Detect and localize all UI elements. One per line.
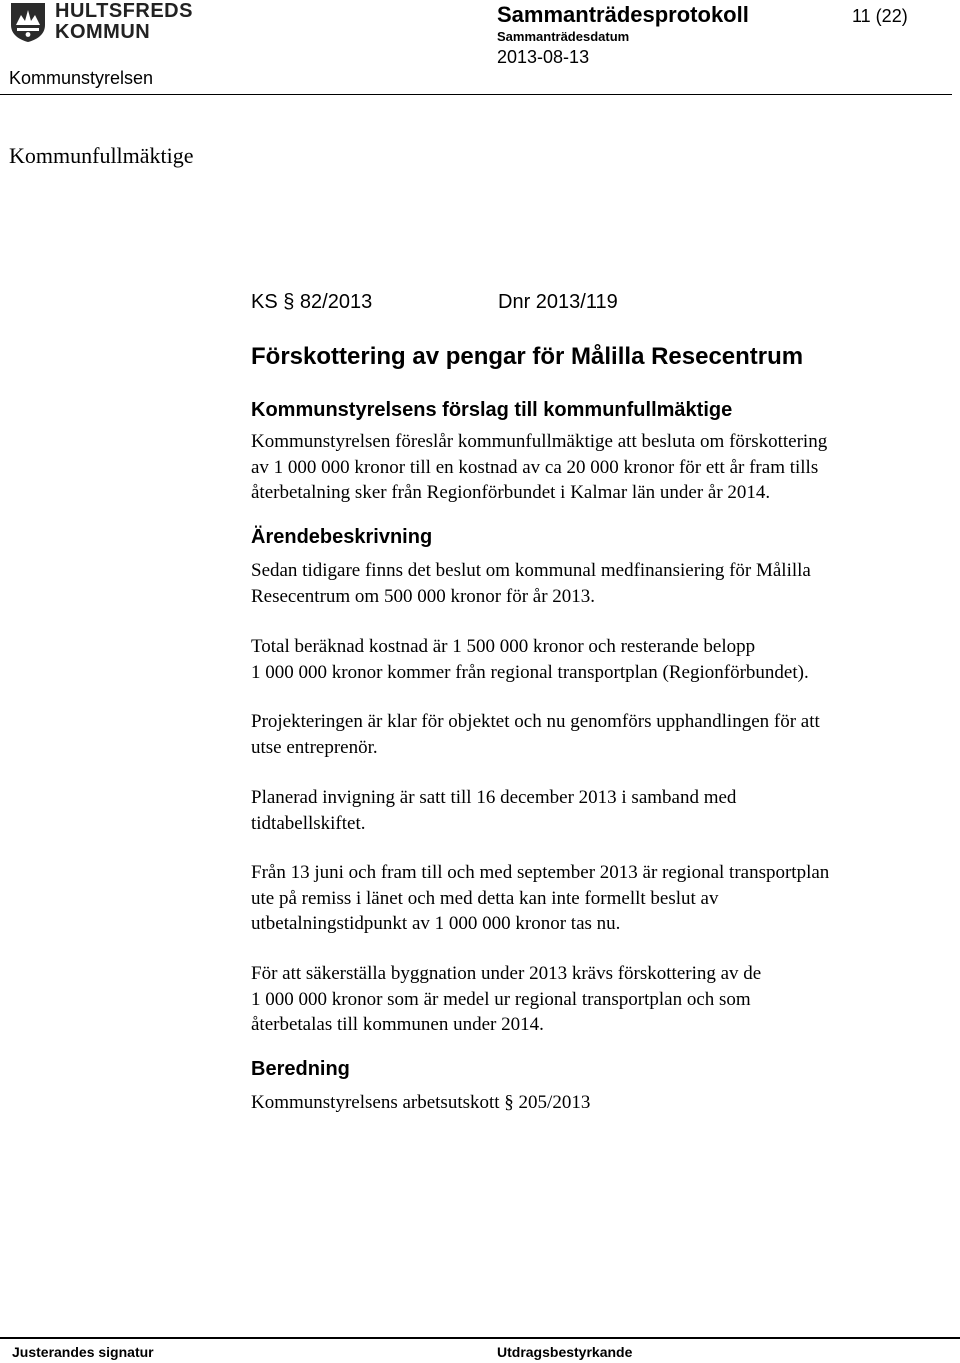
text-line: Sedan tidigare finns det beslut om kommunal medfinansiering för Målilla (251, 560, 811, 581)
preparation-text (251, 1090, 931, 1116)
extract-certification-label: Utdragsbestyrkande (497, 1344, 633, 1360)
diary-number: Dnr 2013/119 (498, 291, 618, 313)
ks-number: KS § 82/2013 (251, 291, 373, 313)
logo-text-line2: KOMMUN (55, 21, 151, 43)
text-line: Projekteringen är klar för objektet och nu genomförs upphandlingen för att (251, 711, 820, 732)
text-line: 1 000 000 kronor som är medel ur regional transportplan och som (251, 988, 751, 1010)
text-line: För att säkerställa byggnation under 2013 krävs förskottering av de (251, 963, 762, 984)
text-line: av 1 000 000 kronor till en kostnad av ca 20 000 kronor för ett år fram tills (251, 456, 819, 478)
text-line: 1 000 000 kronor kommer från regional transportplan (Regionförbundet). (251, 661, 809, 683)
paragraph (251, 709, 931, 760)
text-line: Från 13 juni och fram till och med september 2013 är regional transportplan (251, 862, 830, 883)
text-line: Resecentrum om 500 000 kronor för år 2013. (251, 585, 596, 607)
text-line: Total beräknad kostnad är 1 500 000 kronor och resterande belopp (251, 636, 756, 657)
recipient: Kommunfullmäktige (9, 143, 194, 168)
page-title: Förskottering av pengar för Målilla Resecentrum (251, 343, 804, 370)
paragraph (251, 785, 931, 836)
proposal-heading: Kommunstyrelsens förslag till kommunfullmäktige (251, 399, 733, 421)
text-line: Kommunstyrelsen föreslår kommunfullmäktige att besluta om förskottering (251, 431, 828, 452)
text-line: tidtabellskiftet. (251, 812, 366, 834)
meeting-date-value: 2013-08-13 (497, 47, 590, 67)
text-line: återbetalning sker från Regionförbundet i Kalmar län under år 2014. (251, 482, 771, 503)
municipality-logo (9, 0, 193, 45)
text-line: ute på remiss i länet och med detta kan inte formellt beslut av (251, 887, 719, 909)
organization-name: Kommunstyrelsen (9, 68, 154, 88)
text-line: Planerad invigning är satt till 16 december 2013 i samband med (251, 787, 737, 808)
coat-of-arms-icon (9, 1, 47, 43)
text-line: utse entreprenör. (251, 736, 378, 758)
page-number: 11 (22) (852, 6, 908, 26)
proposal-text (251, 429, 931, 506)
meeting-date-label: Sammanträdesdatum (497, 29, 630, 44)
paragraph (251, 961, 931, 1038)
description-heading: Ärendebeskrivning (251, 526, 433, 548)
header-divider (0, 94, 952, 95)
preparation-heading: Beredning (251, 1058, 350, 1080)
paragraph (251, 558, 931, 609)
footer-divider (0, 1337, 960, 1339)
text-line: utbetalningstidpunkt av 1 000 000 kronor tas nu. (251, 913, 621, 934)
paragraph (251, 860, 931, 937)
signature-label: Justerandes signatur (12, 1344, 154, 1360)
paragraph (251, 634, 931, 685)
text-line: Kommunstyrelsens arbetsutskott § 205/2013 (251, 1092, 591, 1113)
logo-text-line1: HULTSFREDS (55, 0, 193, 22)
text-line: återbetalas till kommunen under 2014. (251, 1014, 544, 1035)
document-type: Sammanträdesprotokoll (497, 2, 749, 27)
